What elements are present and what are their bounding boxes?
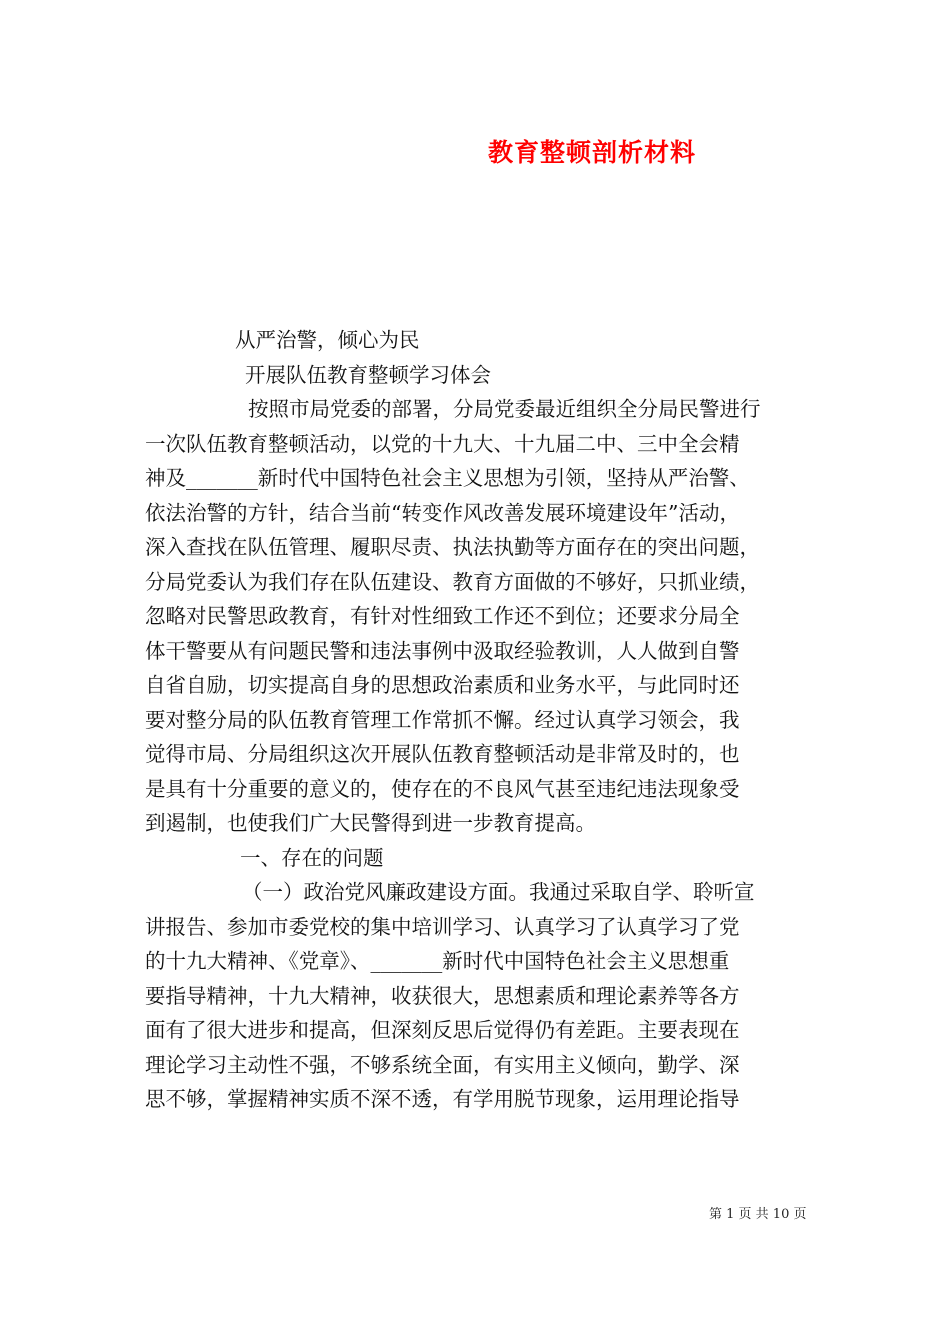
paragraph-line: 面有了很大进步和提高，但深刻反思后觉得仍有差距。主要表现在: [145, 1018, 740, 1042]
paragraph-line: 分局党委认为我们存在队伍建设、教育方面做的不够好，只抓业绩，: [145, 569, 760, 594]
paragraph-line: 到遏制，也使我们广大民警得到进一步教育提高。: [145, 811, 596, 835]
paragraph-line: 理论学习主动性不强，不够系统全面，有实用主义倾向，勤学、深: [145, 1052, 740, 1077]
document-title: 教育整顿剖析材料: [488, 138, 697, 167]
paragraph-line: 按照市局党委的部署，分局党委最近组织全分局民警进行: [248, 397, 761, 421]
paragraph-line: 觉得市局、分局组织这次开展队伍教育整顿活动是非常及时的，也: [145, 742, 740, 766]
subtitle-line: 开展队伍教育整顿学习体会: [245, 362, 491, 387]
paragraph-line: 要指导精神，十九大精神，收获很大，思想素质和理论素养等各方: [145, 983, 740, 1008]
page-number-footer: 第 1 页 共 10 页: [709, 1207, 807, 1222]
paragraph-line: 忽略对民警思政教育，有针对性细致工作还不到位；还要求分局全: [145, 604, 740, 628]
paragraph-line: 体干警要从有问题民警和违法事例中汲取经验教训，人人做到自警: [145, 638, 740, 663]
paragraph-line: 神及_______新时代中国特色社会主义思想为引领，坚持从严治警、: [145, 466, 750, 490]
paragraph-line: 依法治警的方针，结合当前“转变作风改善发展环境建设年”活动，: [145, 500, 740, 525]
paragraph-line: 深入查找在队伍管理、履职尽责、执法执勤等方面存在的突出问题，: [145, 535, 760, 559]
subtitle-line: 从严治警，倾心为民: [235, 328, 420, 352]
section-heading: 一、存在的问题: [240, 845, 384, 870]
paragraph-line: 思不够，掌握精神实质不深不透，有学用脱节现象，运用理论指导: [145, 1087, 740, 1111]
document-body: [145, 323, 825, 1117]
paragraph-line: 是具有十分重要的意义的，使存在的不良风气甚至违纪违法现象受: [145, 776, 740, 801]
paragraph-line: 的十九大精神、《党章》、_______新时代中国特色社会主义思想重: [145, 949, 730, 973]
paragraph-line: 讲报告、参加市委党校的集中培训学习、认真学习了认真学习了党: [145, 914, 740, 939]
paragraph-line: 自省自励，切实提高自身的思想政治素质和业务水平，与此同时还: [145, 673, 740, 697]
paragraph-line: 一次队伍教育整顿活动，以党的十九大、十九届二中、三中全会精: [145, 431, 740, 456]
paragraph-line: （一）政治党风廉政建设方面。我通过采取自学、聆听宣: [242, 880, 755, 904]
paragraph-line: 要对整分局的队伍教育管理工作常抓不懈。经过认真学习领会，我: [145, 707, 740, 732]
